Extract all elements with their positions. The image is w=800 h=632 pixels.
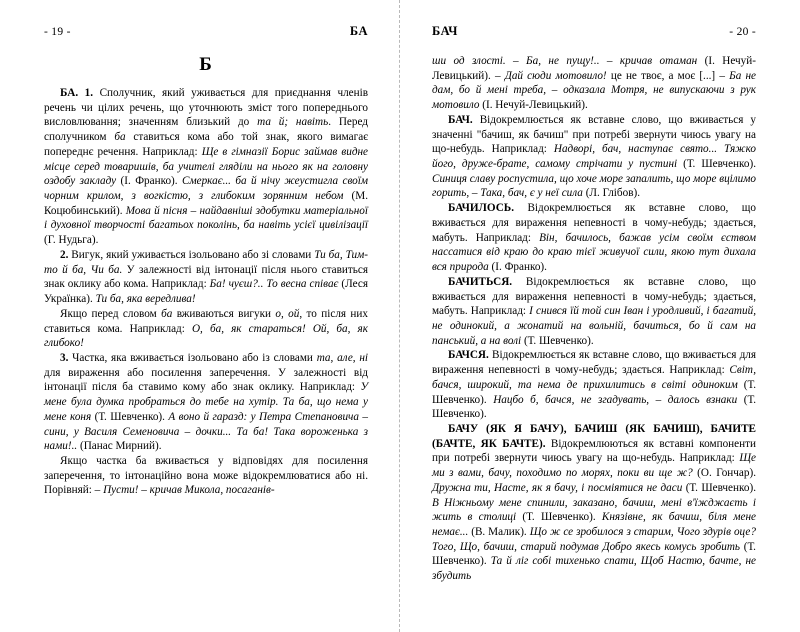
entry-paragraph: БА. 1. Сполучник, який уживається для приєднання членів речень чи цілих речень, що уточнюють зміст того попереднього висловлювання; значенням близький до та й; навіть. Перед сполучником ба ставиться кома або той знак, якого вимагає попереднє речення. Наприклад: Ще в гімназії Борис займав видне місце серед товаришів, ба учителі гляділи на нього як на головну оздобу закладу (І. Франко). Смеркає... ба й нічу жеустигла своїм чорним крилом, з вогкістю, з глибоким зорянним небом (М. Коцюбинський). Мова й пісня – найдавніші здобутки матеріальної і духовної творчості багатьох поколінь, ба навіть усієї цивілізації (Г. Нудьга). (44, 87, 368, 247)
entry-paragraph: ши од злості. – Ба, не пущу!.. – кричав отаман (І. Нечуй-Левицький). – Дай сюди мотовило! це не твоє, а моє [...] – Ба не дам, бо й мені треба, – одказала Мотря, не випускаючи з рук мотовило (І. Нечуй-Левицький). (432, 55, 756, 112)
right-column-text (432, 54, 756, 584)
entry-paragraph: БАЧИЛОСЬ. Відокремлюється як вставне слово, що вживається для вираження непевності в чому-небудь; здається, мабуть. Наприклад: Він, бачилось, бажав усім своїм єством нассатися від краю до краю тієї живучої сили, якою тут дихала вся природа (І. Франко). (432, 202, 756, 274)
right-running-header (432, 24, 756, 38)
entry-paragraph: 3. Частка, яка вживається ізольовано або із словами та, але, ні для вираження або посилення заперечення. У залежності від інтонації після ба ставимо кому або знак оклику. Наприклад: У мене була думка пробраться до тебе на хутір. Та ба, що нема у мене коня (Т. Шевченко). А воно й гаразд: у Петра Степановича – сини, у Василя Семеновича – дочки... Та ба! Така вороженька з нами!.. (Панас Мирний). (44, 351, 369, 453)
right-running-head-word: БАЧ (432, 24, 458, 38)
right-folio: - 20 - (729, 26, 756, 38)
entry-paragraph: БАЧУ (ЯК Я БАЧУ), БАЧИШ (ЯК БАЧИШ), БАЧИТЕ (БАЧТЕ, ЯК БАЧТЕ). Відокремлюються як вставні компоненти при потребі звернути чиюсь увагу на що-небудь. Наприклад: Ще ми з вами, бачу, походимо по морях, поки ви ще ж? (О. Гончар). Дружна ти, Насте, як я бачу, і посміятися не даси (Т. Шевченко). В Ніжньому мене спинили, заказано, бачиш, мені в'їжджаєть і жить в столиці (Т. Шевченко). Князівне, як бачиш, біля мене немає... (В. Малик). Що ж се зробилося з старим, Чого здурів оце? Того, Що, бачиш, старий подумав Добро якесь комусь зробить (Т. Шевченко). Та й ліг собі тихенько спати, Щоб Настю, бачте, не збудить (432, 422, 757, 583)
entry-paragraph: БАЧ. Відокремлюється як вставне слово, що вживається у значенні "бачиш, як бачиш" при потребі звернути чиюсь увагу на що-небудь. Наприклад: Надворі, бач, наступає свято... Тяжко його, друже-брате, самому стрічати у пустині (Т. Шевченко). Синиця славу роспустила, що хоче море запалить, що море вцілимо горить, – Така, бач, є у неї сила (Л. Глібов). (432, 113, 756, 200)
entry-paragraph: 2. Вигук, який уживається ізольовано або зі словами Ти ба, Тим-то й ба, Чи ба. У залежності від інтонації після нього ставиться знак оклику або кома. Наприклад: Ба! чуєш?.. То весна співає (Леся Українка). Ти ба, яка вередлива! (44, 248, 368, 306)
left-running-header (44, 24, 368, 38)
entry-paragraph: Якщо частка ба вживається у відповідях для посилення заперечення, то інтонаційно вона може відокремлюватися або ні. Порівняй: – Пусти! – кричав Микола, посаганів- (44, 454, 368, 497)
left-column-text (44, 86, 368, 498)
right-page (400, 0, 800, 632)
entry-paragraph: БАЧСЯ. Відокремлюється як вставне слово, що вживається для вираження непевності в чому-небудь; здається. Наприклад: Світ, бачся, широкий, та нема де прихилитись в світі одиноким (Т. Шевченко). Нацбо б, бачся, не згадувать, – далось взнаки (Т. Шевченко). (432, 349, 756, 421)
left-running-head-word: БА (349, 24, 368, 38)
left-folio: - 19 - (44, 26, 71, 38)
entry-paragraph: БАЧИТЬСЯ. Відокремлюється як вставне слово, що вживається для вираження непевності в чому-небудь; здається, мабуть. Наприклад: І снився їй той син Іван і уродливий, і багатий, не одинокий, а жонатий на вольній, бачиться, бо й сам на панський, а на волі (Т. Шевченко). (432, 275, 756, 347)
section-letter: Б (199, 54, 213, 75)
entry-paragraph: Якщо перед словом ба вживаються вигуки о, ой, то після них ставиться кома. Наприклад: О, ба, як стараться! Ой, ба, як глибоко! (44, 307, 368, 350)
